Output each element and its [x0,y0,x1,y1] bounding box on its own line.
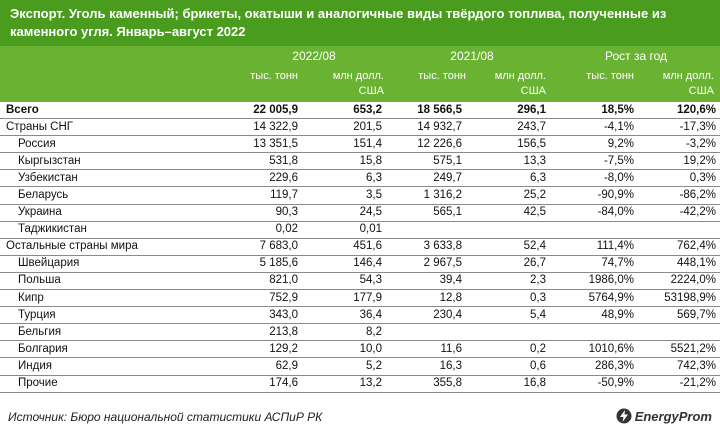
row-label: Таджикистан [0,221,236,238]
table-cell: 24,5 [302,204,386,221]
table-cell [550,221,638,238]
row-label: Бельгия [0,324,236,341]
row-label: Беларусь [0,187,236,204]
row-label: Прочие [0,375,236,392]
table-cell: 742,3% [638,358,720,375]
table-cell [466,221,550,238]
table-cell: 52,4 [466,238,550,255]
table-cell: 14 932,7 [386,119,466,136]
table-cell [638,324,720,341]
table-cell: 355,8 [386,375,466,392]
table-cell: 5521,2% [638,341,720,358]
table-cell: 5,2 [302,358,386,375]
table-cell [638,221,720,238]
table-cell: 12,8 [386,290,466,307]
table-cell: -86,2% [638,187,720,204]
table-row [0,307,720,324]
row-label: Всего [0,102,236,119]
table-cell: 213,8 [236,324,302,341]
header-unit-tonnes-2022: тыс. тонн [250,70,298,82]
header-periods [0,46,720,66]
table-cell: 448,1% [638,255,720,272]
table-row [0,119,720,136]
table-cell: -17,3% [638,119,720,136]
table-cell: 229,6 [236,170,302,187]
table-cell: 25,2 [466,187,550,204]
source-note: Источник: Бюро национальной статистики АСПиР РК [8,410,323,424]
table-cell: 1986,0% [550,272,638,289]
table-cell: 26,7 [466,255,550,272]
table-row [0,290,720,307]
header-unit-tonnes-growth: тыс. тонн [586,70,634,82]
table-cell: 821,0 [236,272,302,289]
table-cell: 6,3 [302,170,386,187]
table-cell: 0,2 [466,341,550,358]
table-cell: 8,2 [302,324,386,341]
data-table [0,102,720,393]
energyprom-logo [616,408,712,424]
table-cell: 74,7% [550,255,638,272]
table-row [0,221,720,238]
table-cell: 0,01 [302,221,386,238]
table-cell: 19,2% [638,153,720,170]
table-cell: 18 566,5 [386,102,466,119]
header-unit-usd-growth: млн долл. США [662,70,714,97]
logo-text: EnergyProm [634,408,712,424]
table-cell: 177,9 [302,290,386,307]
table-cell: 752,9 [236,290,302,307]
table-cell: 531,8 [236,153,302,170]
table-cell: 653,2 [302,102,386,119]
table-cell: -21,2% [638,375,720,392]
table-row [0,204,720,221]
row-label: Болгария [0,341,236,358]
table-cell: 0,6 [466,358,550,375]
table-row [0,255,720,272]
header-period-2022: 2022/08 [292,49,336,63]
table-row [0,324,720,341]
table-cell: -7,5% [550,153,638,170]
lightning-icon [616,408,632,424]
table-cell [386,221,466,238]
table-cell: 230,4 [386,307,466,324]
table-cell: 12 226,6 [386,136,466,153]
header-growth: Рост за год [604,49,667,63]
table-cell: 1 316,2 [386,187,466,204]
row-label: Остальные страны мира [0,238,236,255]
table-cell: 6,3 [466,170,550,187]
table-cell: 53198,9% [638,290,720,307]
table-row [0,358,720,375]
table-row [0,272,720,289]
table-cell: 48,9% [550,307,638,324]
table-cell: 54,3 [302,272,386,289]
table-cell: 13 351,5 [236,136,302,153]
header-units [0,66,720,102]
table-cell: -50,9% [550,375,638,392]
header-unit-usd-2021: млн долл. США [494,70,546,97]
table-cell: 0,3 [466,290,550,307]
table-cell: 22 005,9 [236,102,302,119]
table-cell: 151,4 [302,136,386,153]
row-label: Украина [0,204,236,221]
table-cell: 243,7 [466,119,550,136]
table-cell: 451,6 [302,238,386,255]
table-cell: 119,7 [236,187,302,204]
table-row [0,238,720,255]
row-label: Страны СНГ [0,119,236,136]
table-cell: 1010,6% [550,341,638,358]
table-cell: -4,1% [550,119,638,136]
table-cell: 5764,9% [550,290,638,307]
table-cell [386,324,466,341]
header-period-2021: 2021/08 [450,49,494,63]
table-cell: 2,3 [466,272,550,289]
table-cell: 0,02 [236,221,302,238]
table-cell: 569,7% [638,307,720,324]
table-cell: 14 322,9 [236,119,302,136]
table-cell: 120,6% [638,102,720,119]
table-cell: 7 683,0 [236,238,302,255]
table-cell: 15,8 [302,153,386,170]
table-cell: 42,5 [466,204,550,221]
table-cell: 201,5 [302,119,386,136]
table-cell: 111,4% [550,238,638,255]
table-cell: -3,2% [638,136,720,153]
table-cell: 575,1 [386,153,466,170]
table-row [0,375,720,392]
table-cell: 286,3% [550,358,638,375]
row-label: Кипр [0,290,236,307]
table-cell: 5 185,6 [236,255,302,272]
table-cell: -84,0% [550,204,638,221]
table-cell: -42,2% [638,204,720,221]
table-cell [466,324,550,341]
row-label: Индия [0,358,236,375]
table-cell: 343,0 [236,307,302,324]
table-cell: 62,9 [236,358,302,375]
table-cell: 5,4 [466,307,550,324]
table-cell: 39,4 [386,272,466,289]
table-row [0,153,720,170]
table-cell: 3,5 [302,187,386,204]
table-cell: 11,6 [386,341,466,358]
row-label: Россия [0,136,236,153]
table-cell: 565,1 [386,204,466,221]
table-cell: 129,2 [236,341,302,358]
table-cell: -90,9% [550,187,638,204]
table-cell: 16,3 [386,358,466,375]
table-row [0,136,720,153]
table-cell: -8,0% [550,170,638,187]
row-label: Узбекистан [0,170,236,187]
header-unit-usd-2022: млн долл. США [332,70,384,97]
table-cell: 18,5% [550,102,638,119]
table-row [0,341,720,358]
table-cell: 156,5 [466,136,550,153]
table-cell: 146,4 [302,255,386,272]
row-label: Турция [0,307,236,324]
table-cell: 3 633,8 [386,238,466,255]
table-cell: 36,4 [302,307,386,324]
table-cell: 10,0 [302,341,386,358]
table-title: Экспорт. Уголь каменный; брикеты, окатыши и аналогичные виды твёрдого топлива, полученные из каменного угля. Январь–август 2022 [0,0,720,46]
table-cell: 13,2 [302,375,386,392]
table-cell: 249,7 [386,170,466,187]
table-cell: 0,3% [638,170,720,187]
table-cell: 762,4% [638,238,720,255]
table-cell: 9,2% [550,136,638,153]
header-unit-tonnes-2021: тыс. тонн [418,70,466,82]
table-row [0,187,720,204]
table-cell: 296,1 [466,102,550,119]
table-row [0,170,720,187]
row-label: Швейцария [0,255,236,272]
table-cell: 90,3 [236,204,302,221]
table-cell: 174,6 [236,375,302,392]
table-row [0,102,720,119]
table-cell: 2224,0% [638,272,720,289]
table-cell: 16,8 [466,375,550,392]
footer [0,404,720,431]
row-label: Кыргызстан [0,153,236,170]
table-cell: 13,3 [466,153,550,170]
table-cell: 2 967,5 [386,255,466,272]
row-label: Польша [0,272,236,289]
table-cell [550,324,638,341]
